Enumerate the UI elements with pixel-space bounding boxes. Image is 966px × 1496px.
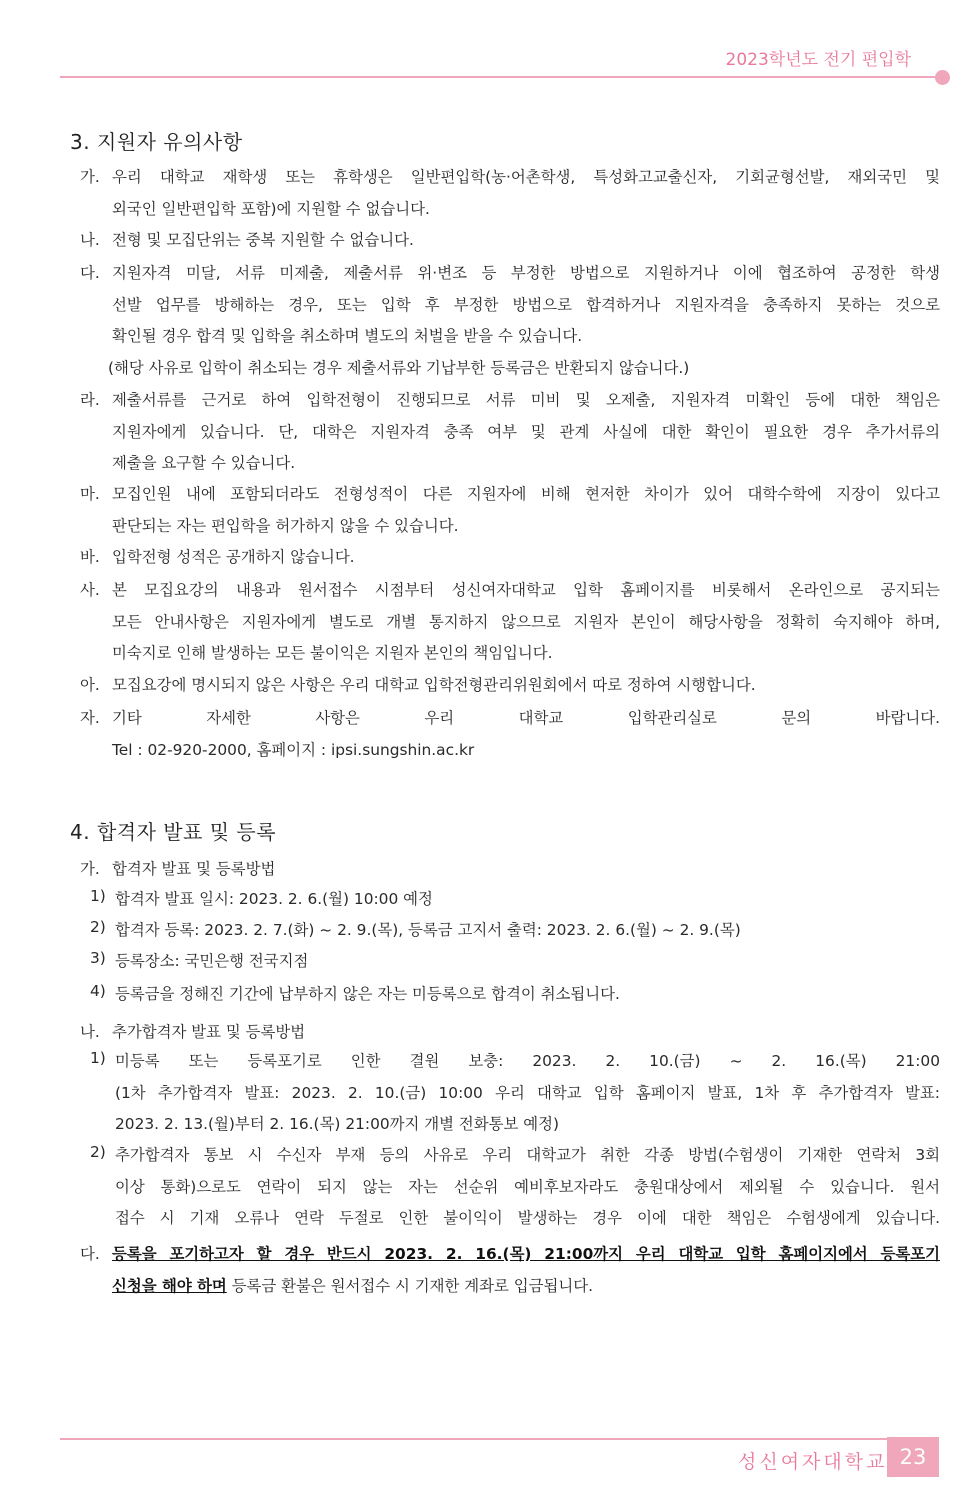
list-item-line: 우리 대학교 재학생 또는 휴학생은 일반편입학(농·어촌학생, 특성화고교출신자, 기회균형선발, 재외국민 및 [112,168,940,186]
list-marker: 바. [80,548,100,566]
list-item-line: 판단되는 자는 편입학을 허가하지 않을 수 있습니다. [112,516,459,535]
list-item-line: (해당 사유로 입학이 취소되는 경우 제출서류와 기납부한 등록금은 반환되지 않습니다.) [108,358,690,377]
subsection-title: 합격자 발표 및 등록방법 [112,860,276,878]
list-marker: 1) [90,887,106,905]
list-item-line: 등록금을 정해진 기간에 납부하지 않은 자는 미등록으로 합격이 취소됩니다. [115,985,620,1003]
list-marker: 4) [90,982,106,1000]
list-item-line: 모든 안내사항은 지원자에게 별도로 개별 통지하지 않으므로 지원자 본인이 해당사항을 정확히 숙지해야 하며, [112,612,940,631]
list-item-line: 모집요강에 명시되지 않은 사항은 우리 대학교 입학전형관리위원회에서 따로 정하여 시행합니다. [112,676,756,694]
list-item-line: Tel : 02-920-2000, 홈페이지 : ipsi.sungshin.ac.kr [112,740,475,759]
list-item-line: 합격자 발표 일시: 2023. 2. 6.(월) 10:00 예정 [115,890,433,908]
list-item-line: 외국인 일반편입학 포함)에 지원할 수 없습니다. [112,199,430,218]
section-4-heading: 4. 합격자 발표 및 등록 [70,820,277,844]
list-item-line: 입학전형 성적은 공개하지 않습니다. [112,548,355,566]
list-marker: 다. [80,1245,100,1263]
list-item-line: 전형 및 모집단위는 중복 지원할 수 없습니다. [112,231,414,249]
footer-university-name: 성신여자대학교 [738,1451,888,1473]
notice-text: 등록금 환불은 원서접수 시 기재한 계좌로 입금됩니다. [226,1277,594,1295]
subsection-title: 추가합격자 발표 및 등록방법 [112,1023,306,1041]
list-marker: 3) [90,949,106,967]
list-item-line: 기타 자세한 사항은 우리 대학교 입학관리실로 문의 바랍니다. [112,709,940,727]
list-marker: 나. [80,231,100,249]
list-marker: 가. [80,860,100,878]
list-marker: 사. [80,581,100,599]
list-marker: 다. [80,264,100,282]
list-item-line: 제출을 요구할 수 있습니다. [112,454,296,473]
list-item-line: 합격자 등록: 2023. 2. 7.(화) ~ 2. 9.(목), 등록금 고지서 출력: 2023. 2. 6.(월) ~ 2. 9.(목) [115,921,741,939]
list-item-line: 이상 통화)으로도 연락이 되지 않는 자는 선순위 예비후보자라도 충원대상에서 제외될 수 있습니다. 원서 [115,1177,940,1196]
list-marker: 마. [80,485,100,503]
list-item-line: 지원자격 미달, 서류 미제출, 제출서류 위·변조 등 부정한 방법으로 지원하거나 이에 협조하여 공정한 학생 [112,264,940,282]
list-item-line: 미등록 또는 등록포기로 인한 결원 보충: 2023. 2. 10.(금) ~ 2. 16.(목) 21:00 [115,1052,940,1070]
list-marker: 라. [80,391,100,409]
list-item-line: 확인될 경우 합격 및 입학을 취소하며 별도의 처벌을 받을 수 있습니다. [112,327,583,346]
header-dot [935,70,950,85]
list-item-line: 제출서류를 근거로 하여 입학전형이 진행되므로 서류 미비 및 오제출, 지원자격 미확인 등에 대한 책임은 [112,391,940,409]
list-item-line: (1차 추가합격자 발표: 2023. 2. 10.(금) 10:00 우리 대학교 입학 홈페이지 발표, 1차 후 추가합격자 발표: [115,1083,940,1102]
list-item-line: 등록장소: 국민은행 전국지점 [115,952,309,970]
list-item-line: 모집인원 내에 포함되더라도 전형성적이 다른 지원자에 비해 현저한 차이가 있어 대학수학에 지장이 있다고 [112,485,940,503]
header-divider [60,76,938,78]
list-item-line: 미숙지로 인해 발생하는 모든 불이익은 지원자 본인의 책임입니다. [112,644,553,663]
notice-underlined-text: 신청을 해야 하며 [112,1277,227,1295]
list-marker: 아. [80,676,100,694]
list-marker: 자. [80,709,100,727]
list-item-line: 선발 업무를 방해하는 경우, 또는 입학 후 부정한 방법으로 합격하거나 지원자격을 충족하지 못하는 것으로 [112,295,940,314]
list-marker: 1) [90,1049,106,1067]
list-marker: 나. [80,1023,100,1041]
list-marker: 2) [90,1143,106,1161]
list-marker: 2) [90,918,106,936]
section-3-heading: 3. 지원자 유의사항 [70,130,243,154]
header-title: 2023학년도 전기 편입학 [725,50,911,70]
list-item-line: 2023. 2. 13.(월)부터 2. 16.(목) 21:00까지 개별 전화통보 예정) [115,1115,560,1134]
list-item-line: 추가합격자 통보 시 수신자 부재 등의 사유로 우리 대학교가 취한 각종 방법(수험생이 기재한 연락처 3회 [115,1146,940,1164]
notice-underlined-line: 등록을 포기하고자 할 경우 반드시 2023. 2. 16.(목) 21:00까지 우리 대학교 입학 홈페이지에서 등록포기 [112,1245,940,1263]
list-marker: 가. [80,168,100,186]
page-number: 23 [887,1437,939,1477]
list-item-line: 지원자에게 있습니다. 단, 대학은 지원자격 충족 여부 및 관계 사실에 대한 확인이 필요한 경우 추가서류의 [112,422,940,441]
list-item-line: 본 모집요강의 내용과 원서접수 시점부터 성신여자대학교 입학 홈페이지를 비롯해서 온라인으로 공지되는 [112,581,940,599]
list-item-line: 접수 시 기재 오류나 연락 두절로 인한 불이익이 발생하는 경우 이에 대한 책임은 수험생에게 있습니다. [115,1209,940,1228]
footer-divider [60,1438,890,1440]
